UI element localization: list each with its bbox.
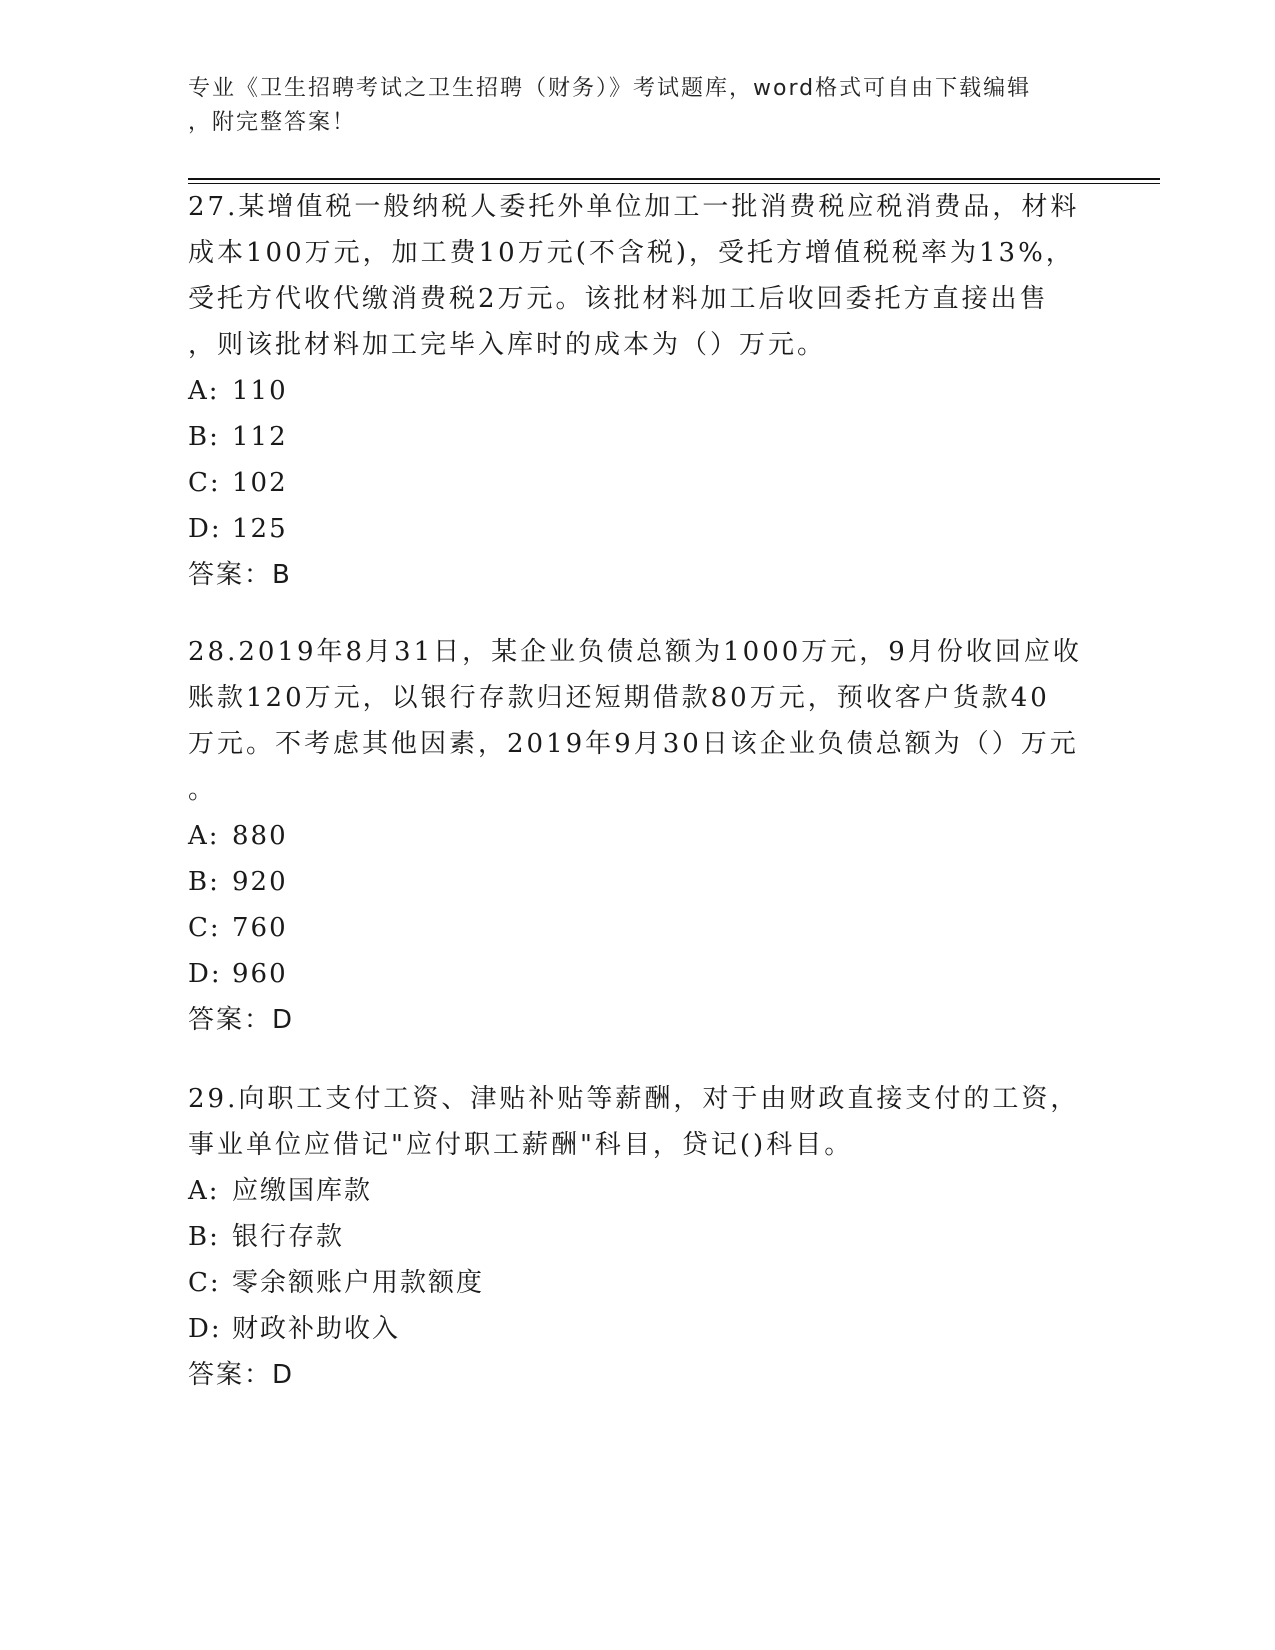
question-line: 28.2019年8月31日，某企业负债总额为1000万元，9月份收回应收 xyxy=(188,637,1082,667)
option-label: B: xyxy=(188,867,220,897)
question-line: 成本100万元，加工费10万元(不含税)，受托方增值税税率为13%， xyxy=(188,238,1075,268)
option-d xyxy=(188,506,1088,552)
option-label: D: xyxy=(188,1314,222,1344)
option-a xyxy=(188,1168,1088,1214)
question-line: 账款120万元，以银行存款归还短期借款80万元，预收客户货款40 xyxy=(188,683,1050,713)
question-line: 事业单位应借记"应付职工薪酬"科目，贷记()科目。 xyxy=(188,1130,854,1160)
question-28 xyxy=(188,629,1088,1043)
option-text: 920 xyxy=(232,867,288,897)
document-header xyxy=(188,72,1078,140)
option-text: 零余额账户用款额度 xyxy=(232,1268,485,1298)
option-text: 112 xyxy=(232,422,288,452)
option-b xyxy=(188,859,1088,905)
option-c xyxy=(188,905,1088,951)
option-text: 960 xyxy=(232,959,288,989)
question-line: 万元。不考虑其他因素，2019年9月30日该企业负债总额为（）万元 xyxy=(188,729,1079,759)
option-label: A: xyxy=(188,376,220,406)
question-line: 受托方代收代缴消费税2万元。该批材料加工后收回委托方直接出售 xyxy=(188,284,1049,314)
option-a xyxy=(188,368,1088,414)
option-label: A: xyxy=(188,821,220,851)
option-label: D: xyxy=(188,959,222,989)
option-a xyxy=(188,813,1088,859)
answer-text: 答案：D xyxy=(188,1360,295,1390)
header-line-1: 专业《卫生招聘考试之卫生招聘（财务）》考试题库，word格式可自由下载编辑 xyxy=(188,76,1032,101)
option-text: 880 xyxy=(232,821,288,851)
question-line: ，则该批材料加工完毕入库时的成本为（）万元。 xyxy=(188,330,827,360)
option-text: 银行存款 xyxy=(232,1222,345,1252)
answer-text: 答案：B xyxy=(188,560,292,590)
option-text: 125 xyxy=(232,514,288,544)
question-line: 29.向职工支付工资、津贴补贴等薪酬，对于由财政直接支付的工资， xyxy=(188,1084,1080,1114)
header-divider-thick xyxy=(188,178,1160,180)
option-label: C: xyxy=(188,913,221,943)
option-text: 财政补助收入 xyxy=(232,1314,401,1344)
option-label: A: xyxy=(188,1176,220,1206)
question-27 xyxy=(188,184,1088,598)
answer-text: 答案：D xyxy=(188,1005,295,1035)
question-line: 27.某增值税一般纳税人委托外单位加工一批消费税应税消费品，材料 xyxy=(188,192,1080,222)
option-b xyxy=(188,1214,1088,1260)
option-text: 760 xyxy=(232,913,288,943)
option-label: B: xyxy=(188,422,220,452)
option-b xyxy=(188,414,1088,460)
option-text: 110 xyxy=(232,376,288,406)
option-label: C: xyxy=(188,1268,221,1298)
option-c xyxy=(188,460,1088,506)
header-line-2: ，附完整答案！ xyxy=(188,110,357,135)
option-label: B: xyxy=(188,1222,220,1252)
option-d xyxy=(188,1306,1088,1352)
option-c xyxy=(188,1260,1088,1306)
question-29 xyxy=(188,1076,1088,1398)
option-label: C: xyxy=(188,468,221,498)
question-line: 。 xyxy=(188,775,218,805)
option-text: 应缴国库款 xyxy=(232,1176,373,1206)
option-text: 102 xyxy=(232,468,288,498)
option-d xyxy=(188,951,1088,997)
option-label: D: xyxy=(188,514,222,544)
